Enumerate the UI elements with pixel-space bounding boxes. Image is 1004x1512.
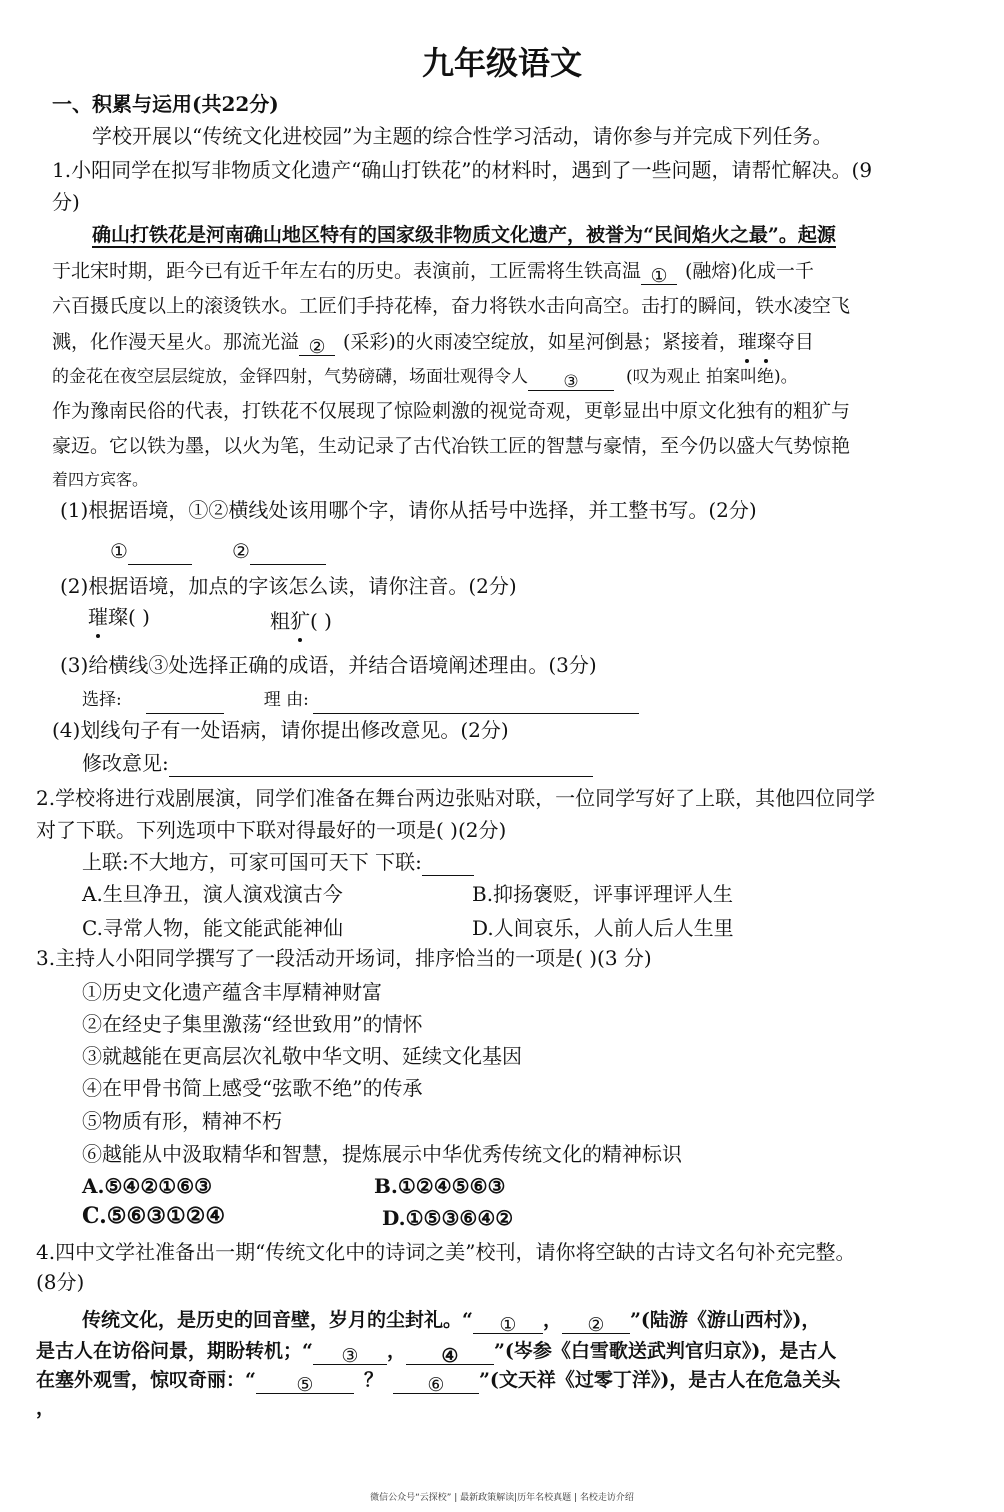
- answer-blank-1[interactable]: [128, 542, 192, 565]
- q3-option-b[interactable]: B.①②④⑤⑥③: [374, 1174, 506, 1198]
- q3-option-d[interactable]: D.①⑤③⑥④②: [382, 1206, 514, 1230]
- poem-blank-3[interactable]: ③: [313, 1342, 387, 1365]
- q2-option-b[interactable]: B.抑扬褒贬，评事评理评人生: [472, 882, 734, 906]
- blank-3[interactable]: ③: [528, 368, 614, 391]
- blank-1[interactable]: ①: [641, 262, 677, 285]
- poem-blank-1[interactable]: ①: [473, 1311, 543, 1334]
- q3-item: ④在甲骨书简上感受“弦歌不绝”的传承: [82, 1076, 423, 1100]
- q3-item: ②在经史子集里激荡“经世致用”的情怀: [82, 1012, 423, 1036]
- dotted-char: 璨: [757, 328, 776, 356]
- q2-stem-cont: 对了下联。下列选项中下联对得最好的一项是( )(2分): [36, 818, 507, 842]
- pinyin-item-2: 粗犷( ): [270, 609, 332, 633]
- q2-option-d[interactable]: D.人间哀乐，人前人后人生里: [472, 916, 734, 940]
- q1-passage-line5: 的金花在夜空层层绽放，金铎四射，气势磅礴，场面壮观得令人 ③ (叹为观止 拍案叫绝)。: [52, 367, 798, 392]
- q3-item: ⑥越能从中汲取精华和智慧，提炼展示中华优秀传统文化的精神标识: [82, 1142, 682, 1166]
- poem-blank-2[interactable]: ②: [562, 1311, 630, 1334]
- q3-stem: 3.主持人小阳同学撰写了一段活动开场词，排序恰当的一项是( )(3 分): [36, 946, 652, 970]
- q1-passage-line2: 于北宋时期，距今已有近千年左右的历史。表演前，工匠需将生铁高温 ① (融熔)化成一千: [52, 260, 814, 287]
- q2-couplet: 上联:不大地方，可家可国可天下 下联:: [82, 848, 474, 876]
- q3-item: ⑤物质有形，精神不朽: [82, 1109, 282, 1133]
- q1-sub1-answers: ① ②: [110, 537, 326, 565]
- q1-passage-line7: 豪迈。它以铁为墨，以火为笔，生动记录了古代冶铁工匠的智慧与豪情，至今仍以盛大气势惊艳: [52, 435, 851, 457]
- q1-passage-line3: 六百摄氏度以上的滚烫铁水。工匠们手持花棒，奋力将铁水击向高空。击打的瞬间，铁水凌空飞: [52, 295, 851, 317]
- q2-option-a[interactable]: A.生旦净丑，演人演戏演古今: [82, 882, 343, 906]
- q3-item: ①历史文化遗产蕴含丰厚精神财富: [82, 980, 382, 1004]
- intro-text: 学校开展以“传统文化进校园”为主题的综合性学习活动，请你参与并完成下列任务。: [92, 124, 833, 148]
- answer-blank-2[interactable]: [250, 542, 326, 565]
- q4-passage-line1: 传统文化，是历史的回音壁，岁月的尘封礼。“ ① ， ② ”(陆游《游山西村》)，: [82, 1309, 821, 1336]
- q3-item: ③就越能在更高层次礼敬中华文明、延续文化基因: [82, 1044, 522, 1068]
- q1-sub2: (2)根据语境，加点的字该怎么读，请你注音。(2分): [60, 574, 517, 598]
- choice-blank[interactable]: [146, 691, 224, 714]
- q2-stem: 2.学校将进行戏剧展演，同学们准备在舞台两边张贴对联，一位同学写好了上联，其他四位同学: [36, 786, 876, 810]
- q1-stem-cont: 分): [52, 190, 80, 214]
- q3-option-c[interactable]: C.⑤⑥③①②④: [82, 1203, 226, 1229]
- revision-blank[interactable]: [169, 754, 593, 777]
- q1-passage-line8: 着四方宾客。: [52, 470, 149, 489]
- q4-passage-line2: 是古人在访俗问景，期盼转机；“ ③ ， ④ ”(岑参《白雪歌送武判官归京》)，是古人: [36, 1340, 837, 1367]
- q1-sub4-answer: 修改意见:: [82, 749, 593, 777]
- q1-passage-line4: 溅，化作漫天星火。那流光溢 ② (采彩)的火雨凌空绽放，如星河倒悬；紧接着，璀璨夺目: [52, 328, 814, 356]
- underlined-sentence: 确山打铁花是河南确山地区特有的国家级非物质文化遗产，被誉为“民间焰火之最”。起源: [92, 224, 836, 246]
- q1-sub3: (3)给横线③处选择正确的成语，并结合语境阐述理由。(3分): [60, 653, 597, 677]
- blank-2[interactable]: ②: [299, 333, 335, 356]
- footer: 微信公众号“云探校” | 最新政策解读|历年名校真题 | 名校走访介绍: [370, 1493, 634, 1503]
- dotted-char: 璀: [738, 328, 757, 356]
- q1-sub3-answers: 选择: 理 由:: [82, 686, 639, 714]
- q1-passage-line6: 作为豫南民俗的代表，打铁花不仅展现了惊险刺激的视觉奇观，更彰显出中原文化独有的粗犷与: [52, 400, 851, 422]
- q1-passage-underlined: [92, 221, 836, 249]
- q1-sub1: (1)根据语境，①②横线处该用哪个字，请你从括号中选择，并工整书写。(2分): [60, 498, 757, 522]
- page-title: 九年级语文: [421, 44, 582, 82]
- reason-blank[interactable]: [313, 691, 639, 714]
- poem-blank-4[interactable]: ④: [406, 1342, 494, 1365]
- poem-blank-5[interactable]: ⑤: [256, 1371, 354, 1394]
- q2-option-c[interactable]: C.寻常人物，能文能武能神仙: [82, 916, 343, 940]
- q4-passage-line3: 在塞外观雪，惊叹奇丽：“ ⑤ ？ ⑥ ”(文天祥《过零丁洋》)，是古人在危急关头: [36, 1369, 841, 1396]
- q4-stem-cont: (8分): [36, 1270, 85, 1294]
- q4-passage-line4: ，: [36, 1397, 56, 1419]
- q3-option-a[interactable]: A.⑤④②①⑥③: [82, 1174, 213, 1198]
- poem-blank-6[interactable]: ⑥: [393, 1371, 479, 1394]
- pinyin-item-1: 璀璨( ): [88, 605, 150, 629]
- section-heading: 一、积累与运用(共22分): [52, 92, 279, 116]
- couplet-blank[interactable]: [422, 853, 474, 876]
- q4-stem: 4.四中文学社准备出一期“传统文化中的诗词之美”校刊，请你将空缺的古诗文名句补充完整。: [36, 1240, 856, 1264]
- q1-stem: 1.小阳同学在拟写非物质文化遗产“确山打铁花”的材料时，遇到了一些问题，请帮忙解决。(9: [52, 158, 873, 182]
- q1-sub4: (4)划线句子有一处语病，请你提出修改意见。(2分): [52, 718, 509, 742]
